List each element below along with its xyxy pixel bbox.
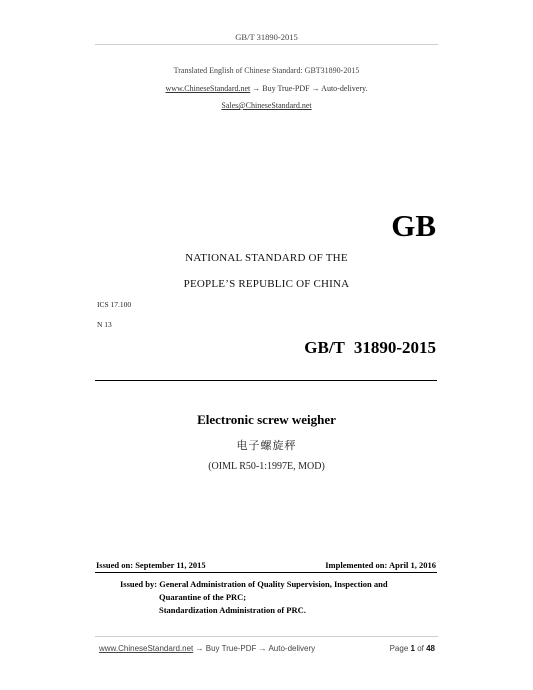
issuer-line1	[120, 578, 438, 591]
issuer-text1: General Administration of Quality Supervision, Inspection and	[159, 579, 388, 589]
standard-code: GB/T 31890-2015	[304, 338, 436, 357]
of-label: of	[417, 644, 424, 653]
footer-site-link[interactable]: www.ChineseStandard.net	[99, 644, 194, 653]
sales-email-link[interactable]: Sales@ChineseStandard.net	[221, 101, 312, 110]
arrow-icon: →	[252, 84, 261, 93]
arrow-icon: →	[258, 644, 267, 653]
arrow-icon: →	[195, 644, 204, 653]
dates-rule	[95, 572, 437, 573]
implemented-date: Implemented on: April 1, 2016	[325, 560, 436, 570]
buy-pdf-text: Buy True-PDF	[262, 84, 310, 93]
national-standard-line1: NATIONAL STANDARD OF THE	[185, 252, 348, 264]
chinese-title: 电子螺旋秤	[236, 439, 297, 452]
header-divider	[95, 44, 438, 45]
issuer-block	[120, 578, 438, 617]
ics-code: ICS 17.100	[97, 300, 132, 309]
page-number: 1	[410, 644, 415, 653]
auto-delivery-text: Auto-delivery.	[321, 84, 368, 93]
footer-buy-text: Buy True-PDF	[205, 644, 257, 653]
issuer-label: Issued by:	[120, 579, 158, 589]
site-link[interactable]: www.ChineseStandard.net	[165, 84, 251, 93]
title-rule	[95, 380, 437, 381]
page-indicator	[390, 644, 435, 653]
ccs-code: N 13	[97, 320, 112, 329]
sales-contact	[0, 101, 533, 110]
national-standard-line2: PEOPLE’S REPUBLIC OF CHINA	[183, 278, 350, 290]
issued-date: Issued on: September 11, 2015	[96, 560, 206, 570]
footer-delivery-text: Auto-delivery	[268, 644, 316, 653]
document-title: Electronic screw weigher	[197, 412, 336, 427]
page-total: 48	[426, 644, 435, 653]
translation-notice: Translated English of Chinese Standard: GBT31890-2015	[173, 66, 360, 75]
footer-links	[99, 644, 315, 653]
adoption-note: (OIML R50-1:1997E, MOD)	[208, 461, 325, 472]
gb-mark: GB	[391, 208, 436, 243]
page-label: Page	[389, 644, 409, 653]
issuer-line3: Standardization Administration of PRC.	[159, 605, 306, 615]
purchase-links	[0, 84, 533, 93]
issuer-line2: Quarantine of the PRC;	[159, 592, 247, 602]
arrow-icon: →	[311, 84, 320, 93]
footer-divider	[95, 636, 438, 637]
running-header: GB/T 31890-2015	[235, 32, 298, 42]
